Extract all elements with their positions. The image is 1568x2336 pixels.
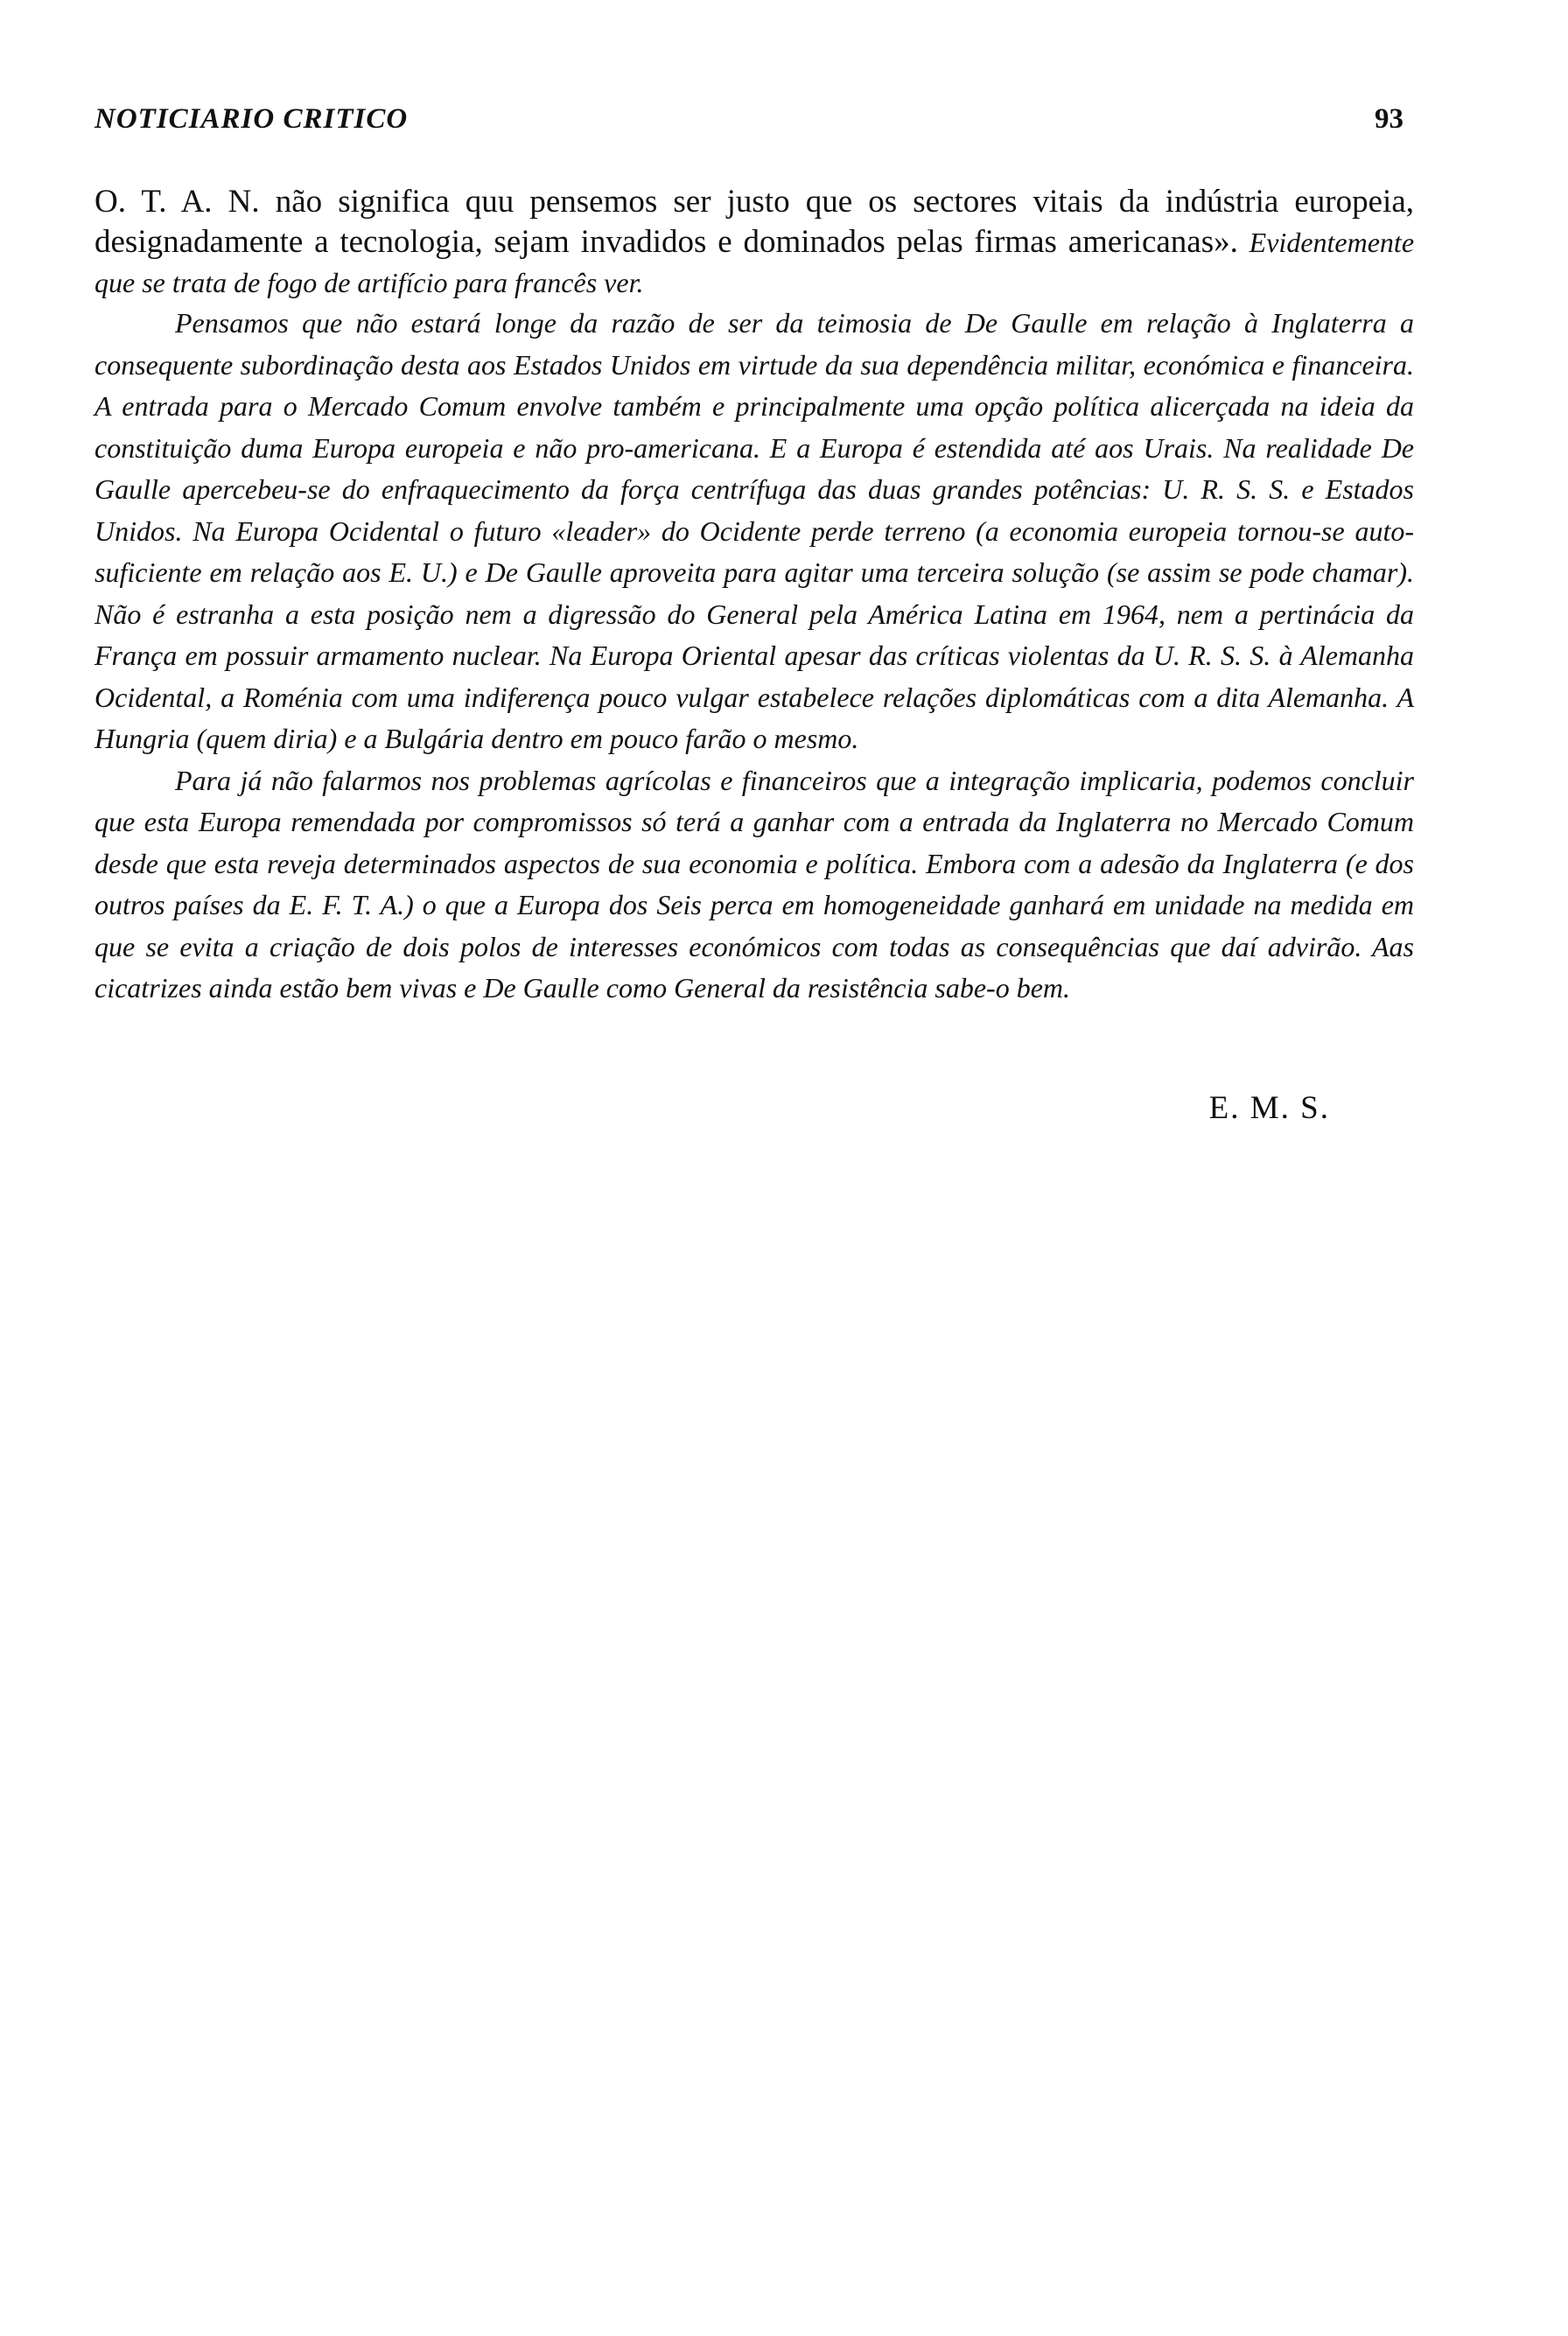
article-body — [94, 182, 1414, 1010]
running-title: NOTICIARIO CRITICO — [94, 103, 409, 135]
lead-italic-text: Evidentemente que se trata de fogo de artifício para francês ver. — [94, 227, 1415, 298]
lead-paragraph — [94, 182, 1414, 303]
paragraph-de-gaulle: Pensamos que não estará longe da razão de ser da teimosia de De Gaulle em relação à Inglaterra a consequente subordinação desta aos Estados Unidos em virtude da sua dependência militar, económica e financeira. A entrada para o Mercado Comum envolve também e principalmente uma opção política alicerçada na ideia da constituição duma Europa europeia e não pro-americana. E a Europa é estendida até aos Urais. Na realidade De Gaulle apercebeu-se do enfraquecimento da força centrífuga das duas grandes potências: U. R. S. S. e Estados Unidos. Na Europa Ocidental o futuro «leader» do Ocidente perde terreno (a economia europeia tornou-se auto-suficiente em relação aos E. U.) e De Gaulle aproveita para agitar uma terceira solução (se assim se pode chamar). Não é estranha a esta posição nem a digressão do General pela América Latina em 1964, nem a pertinácia da França em possuir armamento nuclear. Na Europa Oriental apesar das críticas violentas da U. R. S. S. à Alemanha Ocidental, a Roménia com uma indiferença pouco vulgar estabelece relações diplomáticas com a dita Alemanha. A Hungria (quem diria) e a Bulgária dentro em pouco farão o mesmo. — [94, 307, 1414, 754]
page-number: 93 — [1375, 103, 1404, 135]
paragraph-conclusion: Para já não falarmos nos problemas agrícolas e financeiros que a integração implicaria, podemos concluir que esta Europa remendada por compromissos só terá a ganhar com a entrada da Inglaterra no Mercado Comum desde que esta reveja determinados aspectos de sua economia e política. Embora com a adesão da Inglaterra (e dos outros países da E. F. T. A.) o que a Europa dos Seis perca em homogeneidade ganhará em unidade na medida em que se evita a criação de dois polos de interesses económicos com todas as consequências que daí advirão. Aas cicatrizes ainda estão bem vivas e De Gaulle como General da resistência sabe-o bem. — [94, 764, 1414, 1004]
author-signature: E. M. S. — [1208, 1090, 1330, 1126]
lead-roman-text: O. T. A. N. não significa quu pensemos ser justo que os sectores vitais da indústria europeia, designadamente a tecnologia, sejam invadidos e dominados pelas firmas americanas». — [94, 184, 1414, 260]
